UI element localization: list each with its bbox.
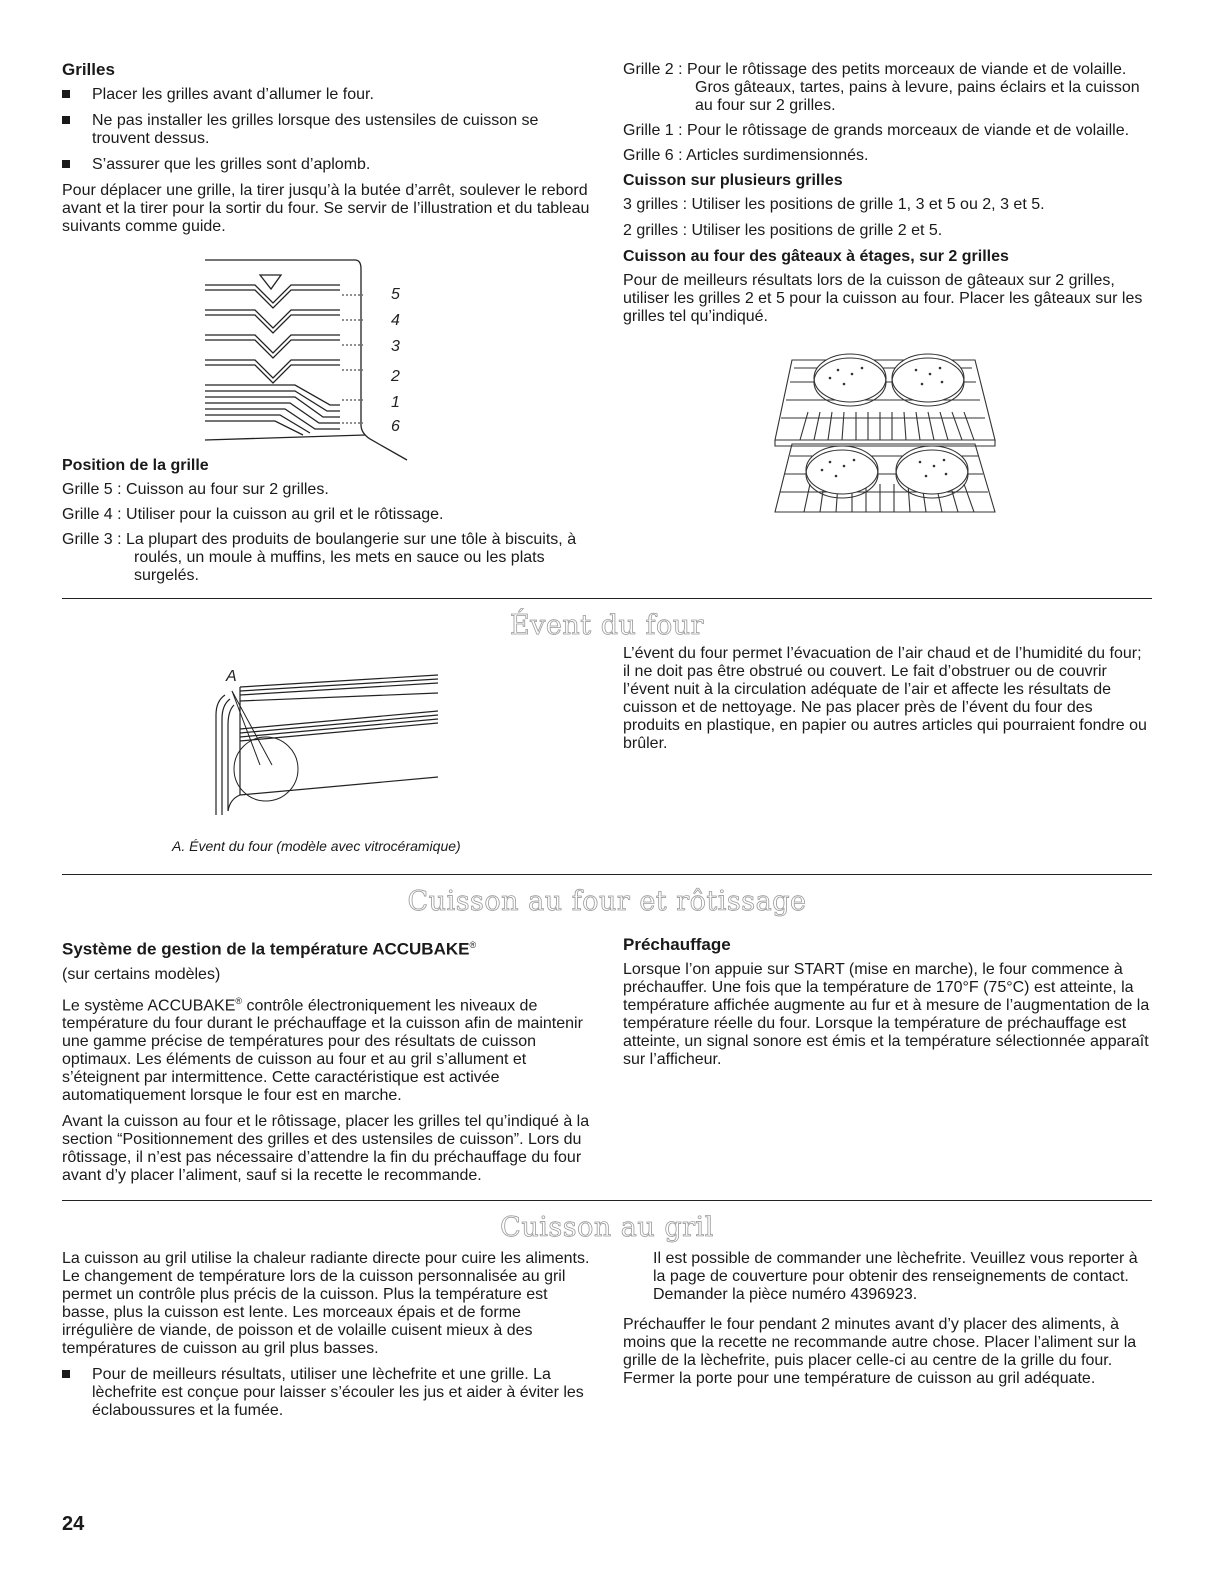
broiling-right-column [623,1250,1153,1396]
list-item: Placer les grilles avant d’allumer le four. [62,86,592,104]
grilles-paragraph: Pour déplacer une grille, la tirer jusqu’à la butée d’arrêt, soulever le rebord avant et la tirer pour la sortir du four. Se servir de l’illustration et du tableau suivants comme guide. [62,182,590,235]
accubake-subtitle: (sur certains modèles) [62,965,221,983]
broiling-bullets [62,1366,592,1420]
oven-vent-paragraph: L’évent du four permet l’évacuation de l’air chaud et de l’humidité du four; il ne doit pas être obstrué ou couvert. Le fait d’obstruer ou de couvrir l’évent nuit à la circulation adéquate de l’air et affecte les résultats de cuisson et de nettoyage. Ne pas placer près de l’évent du four des produits en plastique, en papier ou autres articles qui pourraient fondre ou brûler. [623,645,1147,752]
preheat-column [623,935,1153,1077]
broiler-pan-paragraph: Il est possible de commander une lèchefrite. Veuillez vous reporter à la page de couverture pour obtenir des renseignements de contact. Demander la pièce numéro 4396923. [653,1250,1138,1303]
section-divider [62,598,1152,599]
accubake-heading: Système de gestion de la température ACCUBAKE® [62,939,477,959]
rack-positions-diagram [195,255,425,465]
multi-rack-heading: Cuisson sur plusieurs grilles [623,172,843,189]
position-item: Grille 6 : Articles surdimensionnés. [623,147,869,164]
position-item: Grille 2 : Pour le rôtissage des petits morceaux de viande et de volaille. Gros gâteaux, tartes, pains à levure, pains éclairs et la cuisson au four sur 2 grilles. [623,61,1140,114]
list-item: Pour de meilleurs résultats, utiliser une lèchefrite et une grille. La lèchefrite est conçue pour laisser s’écouler les jus et aider à éviter les éclaboussures et la fumée. [62,1366,592,1420]
oven-vent-caption: A. Évent du four (modèle avec vitrocéramique) [172,838,461,854]
position-item: Grille 4 : Utiliser pour la cuisson au gril et le rôtissage. [62,506,444,523]
section-divider [62,874,1152,875]
position-item: Grille 5 : Cuisson au four sur 2 grilles. [62,481,329,498]
rack-number-5: 5 [391,286,400,303]
accubake-paragraph-2: Avant la cuisson au four et le rôtissage, placer les grilles tel qu’indiqué à la section “Positionnement des grilles et des ustensiles de cuisson”. Lors du rôtissage, il n’est pas nécessaire d’attendre la fin du préchauffage du four avant d’y placer l’aliment, sauf si la recette le recommande. [62,1112,590,1184]
accubake-column [62,935,592,1193]
rack-number-2: 2 [391,368,400,385]
rack-number-6: 6 [391,418,400,435]
preheat-paragraph: Lorsque l’on appuie sur START (mise en marche), le four commence à préchauffer. Une fois que la température de 170°F (75°C) est atteinte, la température affichée augmente au fur et à mesure de l’augmentation de la température réelle du four. Lorsque la température de préchauffage est atteinte, un signal sonore est émis et la température sélectionnée apparaît sur l’afficheur. [623,961,1150,1068]
broiling-left-column [62,1250,592,1428]
oven-vent-title: Évent du four [509,610,705,641]
layer-cakes-paragraph: Pour de meilleurs résultats lors de la cuisson de gâteaux sur 2 grilles, utiliser les grilles 2 et 5 pour la cuisson au four. Placer les gâteaux sur les grilles tel qu’indiqué. [623,272,1143,325]
grilles-right-column [623,61,1153,334]
baking-roasting-title: Cuisson au four et rôtissage [407,886,807,917]
cake-placement-illustration [770,352,1002,514]
position-heading: Position de la grille [62,457,209,474]
oven-vent-text [623,645,1148,761]
preheat-heading: Préchauffage [623,935,731,954]
rack-number-1: 1 [391,394,400,411]
position-item: Grille 1 : Pour le rôtissage de grands morceaux de viande et de volaille. [623,122,1130,139]
vent-label-a: A [226,668,237,685]
broil-preheat-paragraph: Préchauffer le four pendant 2 minutes avant d’y placer des aliments, à moins que la recette ne recommande autre chose. Placer l’aliment sur la grille de la lèchefrite, puis placer celle-ci au centre de la grille du four. Fermer la porte pour une température de cuisson au gril adéquate. [623,1316,1137,1387]
list-item: Ne pas installer les grilles lorsque des ustensiles de cuisson se trouvent dessus. [62,112,592,148]
multi-rack-item: 3 grilles : Utiliser les positions de grille 1, 3 et 5 ou 2, 3 et 5. [623,196,1045,213]
rack-number-3: 3 [391,338,400,355]
rack-position-list [62,457,592,592]
grilles-heading: Grilles [62,60,115,79]
oven-vent-diagram [200,665,450,825]
broiling-title: Cuisson au gril [500,1212,714,1243]
position-item: Grille 3 : La plupart des produits de boulangerie sur une tôle à biscuits, à roulés, un moule à muffins, les mets en sauce ou les plats surgelés. [62,531,577,584]
grilles-bullets [62,86,592,174]
broiling-paragraph: La cuisson au gril utilise la chaleur radiante directe pour cuire les aliments. Le changement de température lors de la cuisson personnalisée au gril permet un contrôle plus précis de la cuisson. Plus la température est basse, plus la cuisson est lente. Les morceaux épais et de forme irrégulière de viande, de poisson et de volaille cuisent mieux à des températures de cuisson au gril plus basses. [62,1250,590,1357]
accubake-paragraph: Le système ACCUBAKE® contrôle électroniquement les niveaux de température du four durant le préchauffage et la cuisson afin de maintenir une gamme précise de températures pour des résultats de cuisson optimaux. Les éléments de cuisson au four et au gril s’allument et s’éteignent par intermittence. Cette caractéristique est activée automatiquement lorsque le four est en marche. [62,995,583,1104]
list-item: S’assurer que les grilles sont d’aplomb. [62,156,592,174]
page-number: 24 [62,1513,85,1535]
rack-number-4: 4 [391,312,400,329]
section-divider [62,1200,1152,1201]
layer-cakes-heading: Cuisson au four des gâteaux à étages, sur 2 grilles [623,248,1009,265]
multi-rack-item: 2 grilles : Utiliser les positions de grille 2 et 5. [623,222,943,239]
grilles-left-column [62,60,592,244]
